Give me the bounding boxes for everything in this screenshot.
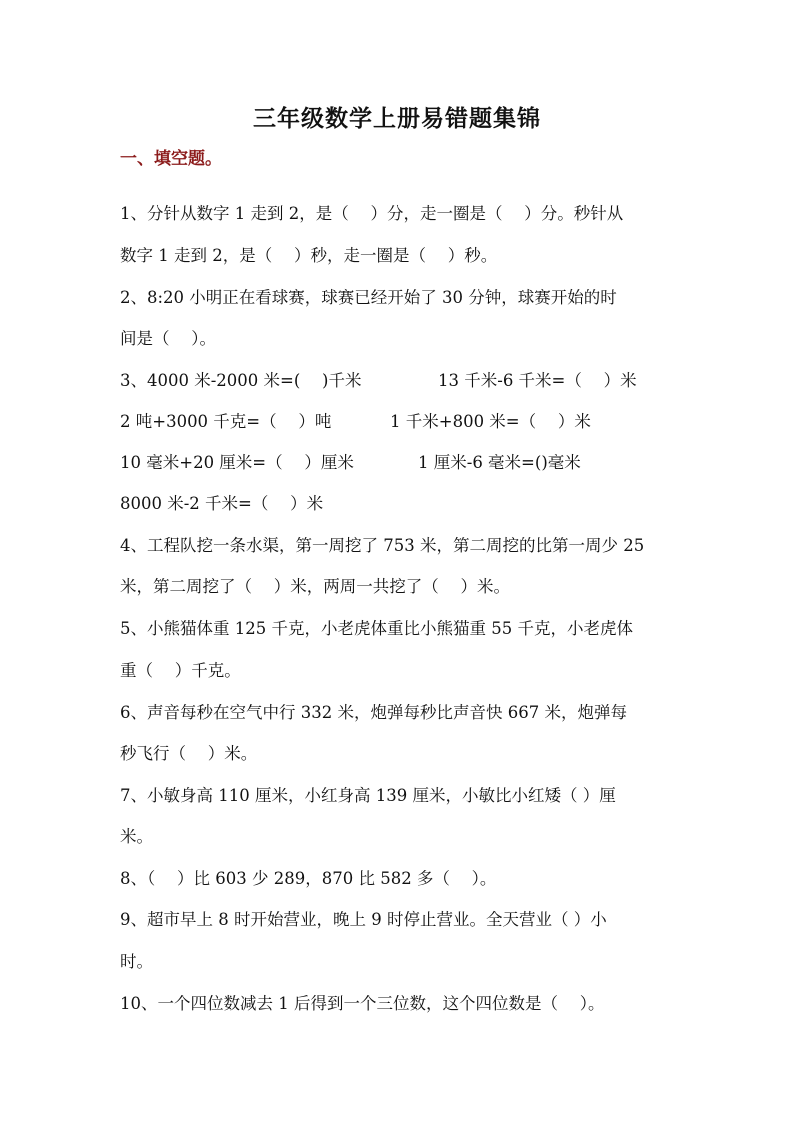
question-3-row-3-left: 10 毫米+20 厘米=（ ）厘米 xyxy=(120,453,354,472)
question-1-line-1: 1、分针从数字 1 走到 2，是（ ）分，走一圈是（ ）分。秒针从 xyxy=(120,204,624,223)
question-6-line-2: 秒飞行（ ）米。 xyxy=(120,744,258,763)
question-4-line-2: 米，第二周挖了（ ）米，两周一共挖了（ ）米。 xyxy=(120,577,510,596)
question-3-row-1-left: 3、4000 米-2000 米=( )千米 xyxy=(120,371,362,390)
question-3-row-4-left: 8000 米-2 千米=（ ）米 xyxy=(120,494,324,513)
section-heading-fill-in-blank: 一、填空题。 xyxy=(120,149,222,169)
question-9-line-1: 9、超市早上 8 时开始营业，晚上 9 时停止营业。全天营业（ ）小 xyxy=(120,910,607,929)
question-9-line-2: 时。 xyxy=(120,952,153,971)
question-3-row-2-left: 2 吨+3000 千克=（ ）吨 xyxy=(120,412,332,431)
question-2-line-1: 2、8:20 小明正在看球赛，球赛已经开始了 30 分钟，球赛开始的时 xyxy=(120,288,617,307)
question-8-line-1: 8、（ ）比 603 少 289，870 比 582 多（ ）。 xyxy=(120,869,497,888)
question-7-line-1: 7、小敏身高 110 厘米，小红身高 139 厘米，小敏比小红矮（ ）厘 xyxy=(120,786,616,805)
page-title: 三年级数学上册易错题集锦 xyxy=(253,105,541,132)
question-7-line-2: 米。 xyxy=(120,827,153,846)
question-6-line-1: 6、声音每秒在空气中行 332 米，炮弹每秒比声音快 667 米，炮弹每 xyxy=(120,703,627,722)
question-10-line-1: 10、一个四位数减去 1 后得到一个三位数，这个四位数是（ ）。 xyxy=(120,994,605,1013)
question-3-row-1-right: 13 千米-6 千米=（ ）米 xyxy=(438,371,637,390)
question-5-line-2: 重（ ）千克。 xyxy=(120,661,241,680)
question-2-line-2: 间是（ ）。 xyxy=(120,329,216,348)
question-4-line-1: 4、工程队挖一条水渠，第一周挖了 753 米，第二周挖的比第一周少 25 xyxy=(120,536,645,555)
question-1-line-2: 数字 1 走到 2，是（ ）秒，走一圈是（ ）秒。 xyxy=(120,246,498,265)
question-3-row-3-right: 1 厘米-6 毫米=()毫米 xyxy=(418,453,581,472)
question-5-line-1: 5、小熊猫体重 125 千克，小老虎体重比小熊猫重 55 千克，小老虎体 xyxy=(120,619,633,638)
question-3-row-2-right: 1 千米+800 米=（ ）米 xyxy=(390,412,591,431)
